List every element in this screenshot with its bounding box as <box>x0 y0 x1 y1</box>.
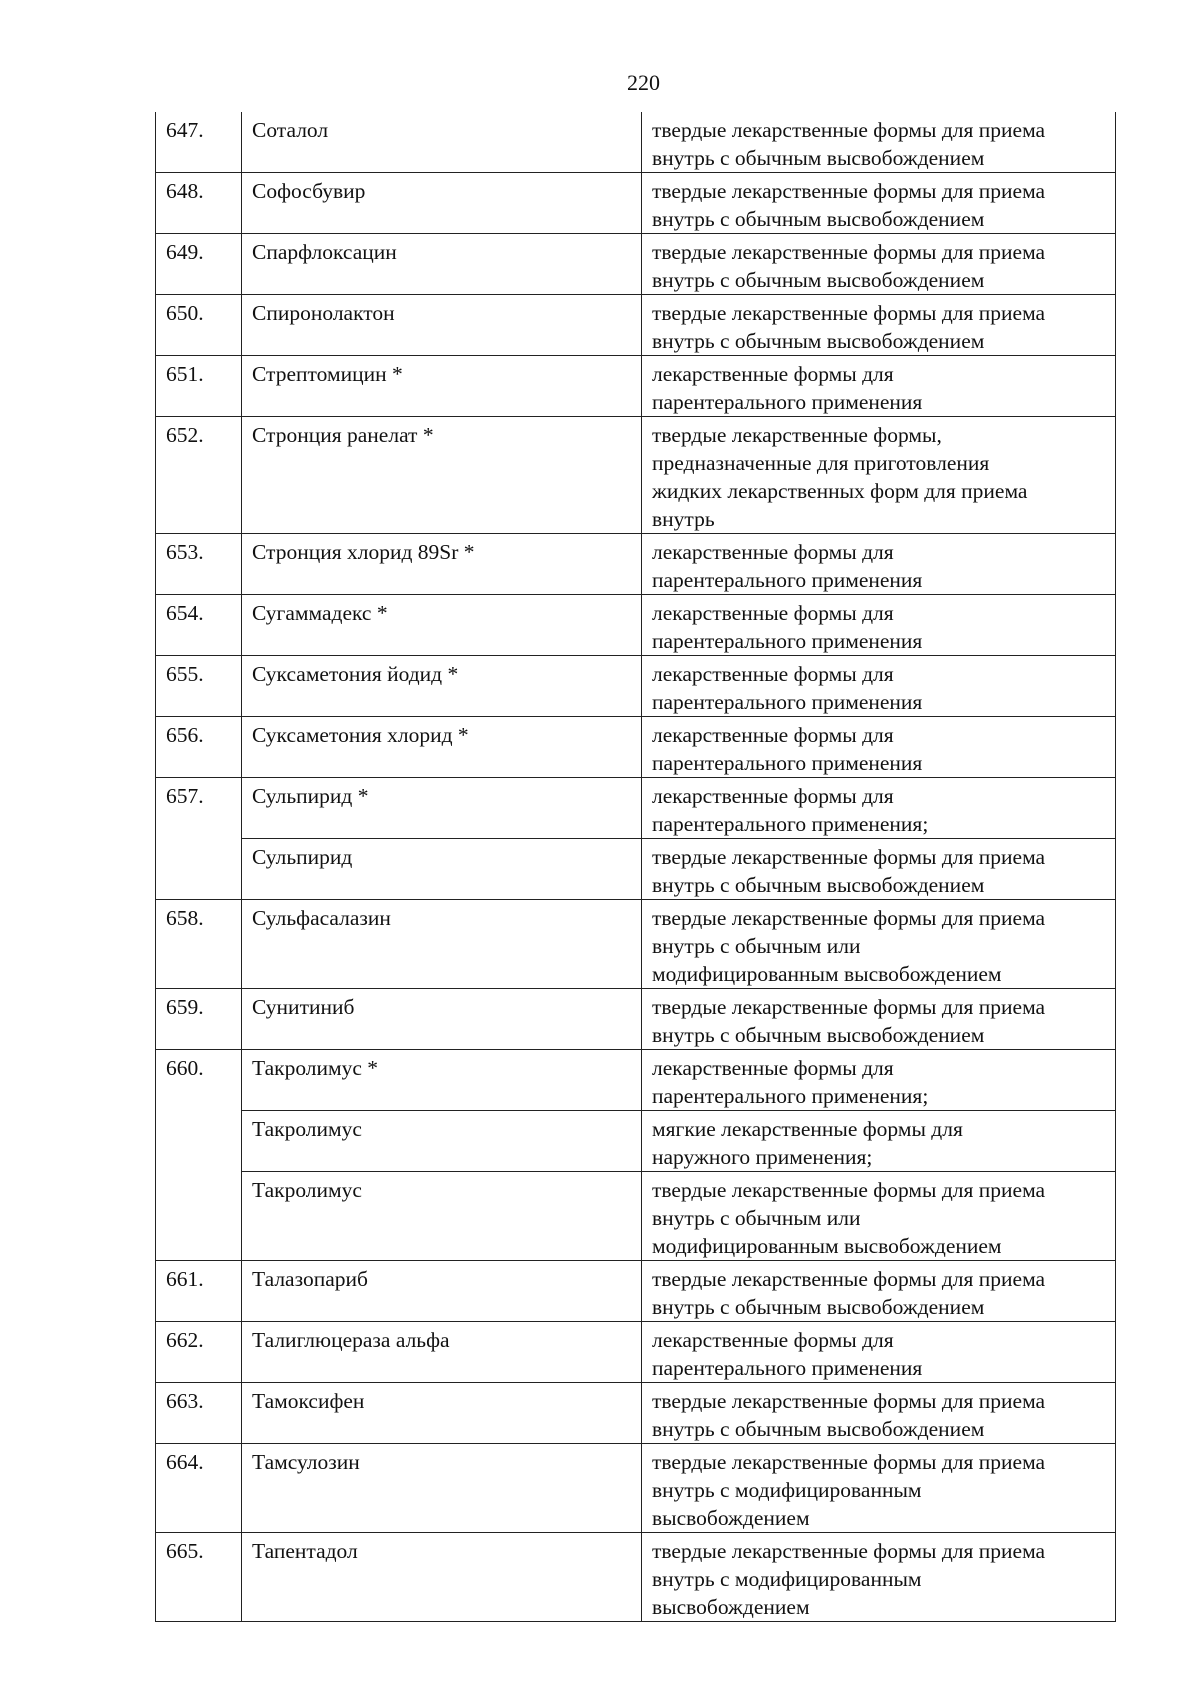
drug-name-cell <box>242 356 642 417</box>
table-row <box>156 595 1116 656</box>
dosage-form: лекарственные формы для парентерального применения <box>652 362 923 414</box>
dosage-form-cell <box>642 1533 1116 1622</box>
dosage-form: лекарственные формы для парентерального применения <box>652 601 923 653</box>
drug-name: Суксаметония хлорид * <box>252 723 469 747</box>
table-row <box>156 295 1116 356</box>
drug-name: Талазопариб <box>252 1267 368 1291</box>
drug-name: Тапентадол <box>252 1539 358 1563</box>
drug-name: Сульфасалазин <box>252 906 391 930</box>
dosage-form-cell <box>642 534 1116 595</box>
dosage-form-cell <box>642 112 1116 173</box>
drug-name: Спарфлоксацин <box>252 240 397 264</box>
drug-name-cell <box>242 595 642 656</box>
drug-name: Тамсулозин <box>252 1450 360 1474</box>
row-number: 650. <box>166 301 204 325</box>
table-row <box>156 989 1116 1050</box>
row-number-cell <box>156 534 242 595</box>
drug-name-cell <box>242 989 642 1050</box>
row-number: 652. <box>166 423 204 447</box>
row-number: 660. <box>166 1056 204 1080</box>
drug-name-cell <box>242 1261 642 1322</box>
table-row <box>156 356 1116 417</box>
dosage-form: твердые лекарственные формы для приема внутрь с обычным или модифицированным высвобождением <box>652 1178 1046 1258</box>
drug-name-cell <box>242 717 642 778</box>
row-number-cell <box>156 295 242 356</box>
drug-name: Такролимус <box>252 1117 362 1141</box>
row-number-cell <box>156 1261 242 1322</box>
table-row <box>156 717 1116 778</box>
dosage-form-cell <box>642 1050 1116 1111</box>
dosage-form: твердые лекарственные формы для приема внутрь с обычным высвобождением <box>652 995 1046 1047</box>
dosage-form-cell <box>642 1383 1116 1444</box>
dosage-form: лекарственные формы для парентерального применения <box>652 723 923 775</box>
drug-name-cell <box>242 534 642 595</box>
dosage-form-cell <box>642 1322 1116 1383</box>
dosage-form: лекарственные формы для парентерального применения <box>652 662 923 714</box>
dosage-form-cell <box>642 1444 1116 1533</box>
row-number: 662. <box>166 1328 204 1352</box>
drug-name: Такролимус <box>252 1178 362 1202</box>
row-number: 664. <box>166 1450 204 1474</box>
drug-name: Стронция ранелат * <box>252 423 434 447</box>
row-number-cell <box>156 595 242 656</box>
row-number: 651. <box>166 362 204 386</box>
table-subrow <box>156 839 1116 900</box>
dosage-form-cell <box>642 1261 1116 1322</box>
row-number-cell <box>156 1050 242 1261</box>
table-row <box>156 1533 1116 1622</box>
drug-name-cell <box>242 839 642 900</box>
row-number: 656. <box>166 723 204 747</box>
dosage-form: лекарственные формы для парентерального применения <box>652 1328 923 1380</box>
dosage-form: твердые лекарственные формы для приема внутрь с обычным высвобождением <box>652 118 1046 170</box>
dosage-form: лекарственные формы для парентерального применения <box>652 540 923 592</box>
dosage-form-cell <box>642 778 1116 839</box>
drug-name: Спиронолактон <box>252 301 395 325</box>
drug-name-cell <box>242 112 642 173</box>
dosage-form-cell <box>642 417 1116 534</box>
row-number: 653. <box>166 540 204 564</box>
drug-name: Суксаметония йодид * <box>252 662 459 686</box>
row-number: 649. <box>166 240 204 264</box>
drug-name-cell <box>242 1533 642 1622</box>
table-row <box>156 417 1116 534</box>
row-number: 658. <box>166 906 204 930</box>
table-row <box>156 656 1116 717</box>
row-number-cell <box>156 778 242 900</box>
drug-name: Сунитиниб <box>252 995 355 1019</box>
table-subrow <box>156 1111 1116 1172</box>
dosage-form-cell <box>642 173 1116 234</box>
dosage-form: твердые лекарственные формы для приема внутрь с обычным высвобождением <box>652 179 1046 231</box>
row-number-cell <box>156 234 242 295</box>
row-number: 663. <box>166 1389 204 1413</box>
drug-list-table <box>155 112 1116 1622</box>
dosage-form: твердые лекарственные формы для приема внутрь с обычным высвобождением <box>652 1267 1046 1319</box>
dosage-form-cell <box>642 1172 1116 1261</box>
dosage-form-cell <box>642 295 1116 356</box>
row-number-cell <box>156 356 242 417</box>
table-row <box>156 1050 1116 1111</box>
table-row <box>156 1261 1116 1322</box>
drug-name: Стронция хлорид 89Sr * <box>252 540 475 564</box>
drug-name-cell <box>242 900 642 989</box>
dosage-form-cell <box>642 717 1116 778</box>
dosage-form: твердые лекарственные формы для приема внутрь с модифицированным высвобождением <box>652 1450 1046 1530</box>
drug-name-cell <box>242 1172 642 1261</box>
row-number-cell <box>156 173 242 234</box>
row-number-cell <box>156 1444 242 1533</box>
table-row <box>156 1444 1116 1533</box>
drug-name: Тамоксифен <box>252 1389 365 1413</box>
dosage-form: лекарственные формы для парентерального применения; <box>652 784 929 836</box>
drug-name: Сугаммадекс * <box>252 601 388 625</box>
table-row <box>156 778 1116 839</box>
dosage-form-cell <box>642 900 1116 989</box>
row-number-cell <box>156 417 242 534</box>
page-number: 220 <box>627 70 660 95</box>
dosage-form: лекарственные формы для парентерального применения; <box>652 1056 929 1108</box>
dosage-form-cell <box>642 656 1116 717</box>
row-number: 665. <box>166 1539 204 1563</box>
table-row <box>156 534 1116 595</box>
table-subrow <box>156 1172 1116 1261</box>
drug-name: Сульпирид * <box>252 784 369 808</box>
drug-name-cell <box>242 778 642 839</box>
drug-name-cell <box>242 234 642 295</box>
dosage-form-cell <box>642 356 1116 417</box>
dosage-form: твердые лекарственные формы для приема внутрь с модифицированным высвобождением <box>652 1539 1046 1619</box>
drug-name-cell <box>242 295 642 356</box>
table-row <box>156 173 1116 234</box>
drug-name: Стрептомицин * <box>252 362 403 386</box>
drug-name-cell <box>242 1444 642 1533</box>
drug-name: Сульпирид <box>252 845 353 869</box>
row-number: 661. <box>166 1267 204 1291</box>
dosage-form-cell <box>642 839 1116 900</box>
drug-name-cell <box>242 417 642 534</box>
dosage-form-cell <box>642 595 1116 656</box>
drug-name: Такролимус * <box>252 1056 379 1080</box>
row-number-cell <box>156 900 242 989</box>
row-number-cell <box>156 1533 242 1622</box>
dosage-form: твердые лекарственные формы для приема внутрь с обычным или модифицированным высвобождением <box>652 906 1046 986</box>
dosage-form: твердые лекарственные формы для приема внутрь с обычным высвобождением <box>652 845 1046 897</box>
dosage-form: твердые лекарственные формы для приема внутрь с обычным высвобождением <box>652 1389 1046 1441</box>
dosage-form-cell <box>642 234 1116 295</box>
drug-name: Соталол <box>252 118 329 142</box>
row-number-cell <box>156 112 242 173</box>
row-number-cell <box>156 717 242 778</box>
table-row <box>156 1383 1116 1444</box>
drug-name-cell <box>242 1111 642 1172</box>
drug-name-cell <box>242 1383 642 1444</box>
row-number: 648. <box>166 179 204 203</box>
dosage-form-cell <box>642 989 1116 1050</box>
table-row <box>156 900 1116 989</box>
row-number-cell <box>156 656 242 717</box>
row-number: 647. <box>166 118 204 142</box>
dosage-form: твердые лекарственные формы для приема внутрь с обычным высвобождением <box>652 301 1046 353</box>
row-number: 659. <box>166 995 204 1019</box>
dosage-form: твердые лекарственные формы для приема внутрь с обычным высвобождением <box>652 240 1046 292</box>
row-number: 655. <box>166 662 204 686</box>
table-row <box>156 112 1116 173</box>
drug-name-cell <box>242 1322 642 1383</box>
row-number-cell <box>156 1322 242 1383</box>
row-number-cell <box>156 1383 242 1444</box>
drug-name-cell <box>242 656 642 717</box>
row-number: 654. <box>166 601 204 625</box>
drug-name-cell <box>242 1050 642 1111</box>
drug-name: Софосбувир <box>252 179 366 203</box>
dosage-form-cell <box>642 1111 1116 1172</box>
dosage-form: мягкие лекарственные формы для наружного применения; <box>652 1117 963 1169</box>
drug-name: Талиглюцераза альфа <box>252 1328 450 1352</box>
table-row <box>156 234 1116 295</box>
dosage-form: твердые лекарственные формы, предназначенные для приготовления жидких лекарственных форм для приема внутрь <box>652 423 1028 531</box>
row-number-cell <box>156 989 242 1050</box>
row-number: 657. <box>166 784 204 808</box>
table-row <box>156 1322 1116 1383</box>
drug-name-cell <box>242 173 642 234</box>
